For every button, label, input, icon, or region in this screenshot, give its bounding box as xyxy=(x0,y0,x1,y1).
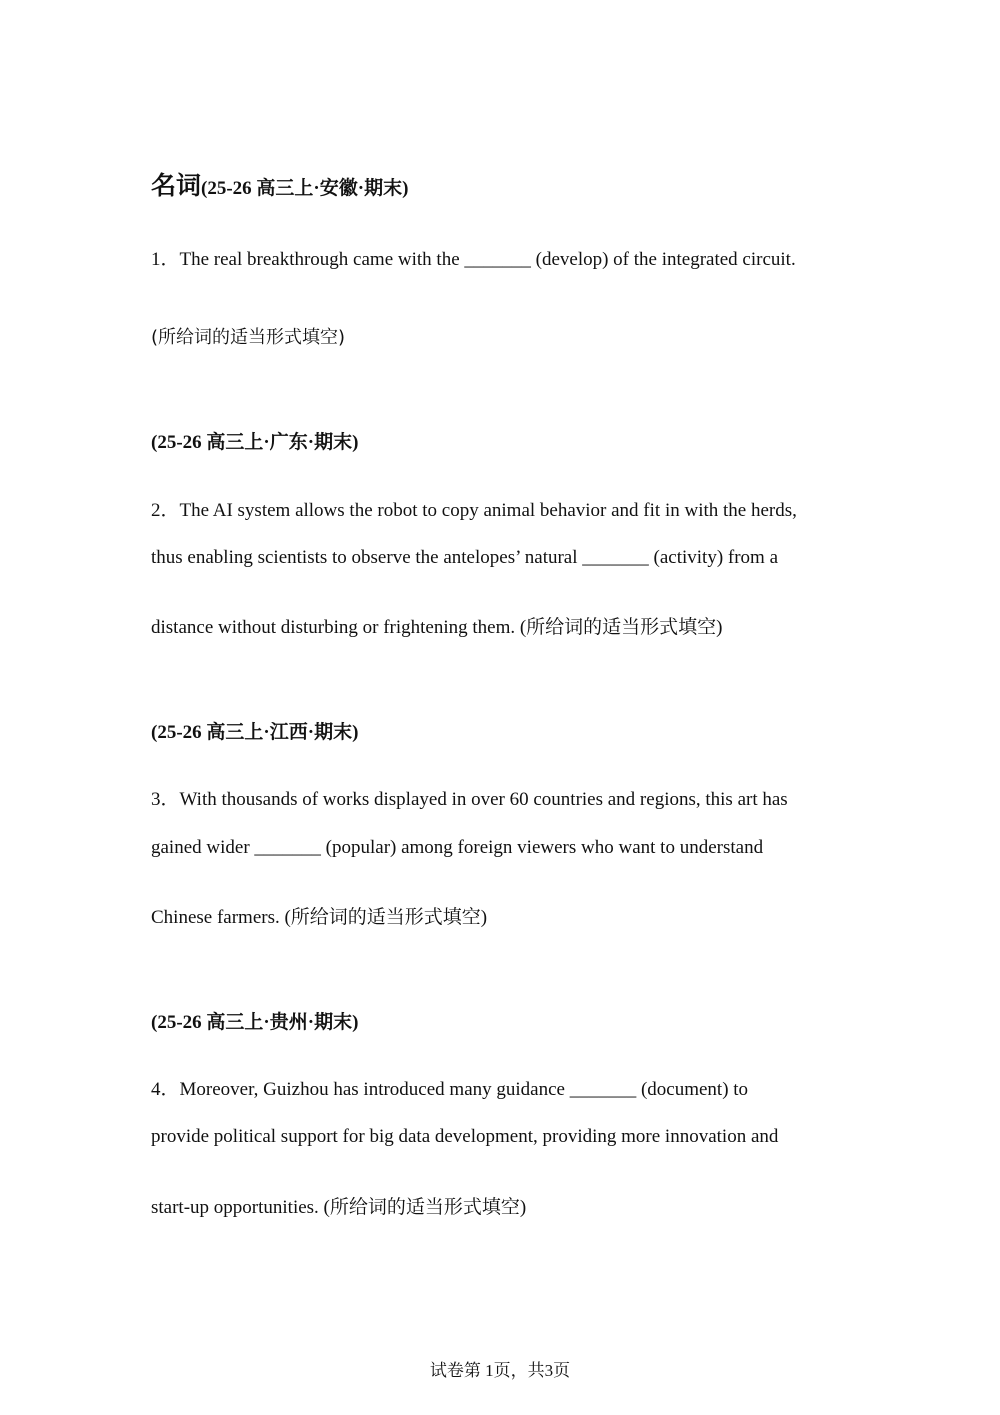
page-footer: 试卷第 1页，共3页 xyxy=(429,1361,571,1380)
question-2-source: (25-26 高三上·广东·期末) xyxy=(151,432,359,453)
question-1-line-2: (所给词的适当形式填空) xyxy=(151,327,346,348)
question-4-line-3: start-up opportunities. (所给词的适当形式填空) xyxy=(151,1197,527,1218)
question-4-line-1: 4．Moreover, Guizhou has introduced many guidance _______ (document) to xyxy=(151,1079,749,1100)
section-heading xyxy=(151,166,408,202)
question-3-line-2: gained wider _______ (popular) among foreign viewers who want to understand xyxy=(151,837,764,858)
question-1-source: (25-26 高三上·安徽·期末) xyxy=(201,178,409,199)
question-1-line-1: 1．The real breakthrough came with the _______ (develop) of the integrated circuit. xyxy=(151,249,796,270)
question-3-source: (25-26 高三上·江西·期末) xyxy=(151,722,359,743)
question-2-line-2: thus enabling scientists to observe the antelopes’ natural _______ (activity) from a xyxy=(151,547,779,568)
question-3-line-3: Chinese farmers. (所给词的适当形式填空) xyxy=(151,907,488,928)
question-3-line-1: 3．With thousands of works displayed in over 60 countries and regions, this art has xyxy=(151,789,788,810)
question-4-source: (25-26 高三上·贵州·期末) xyxy=(151,1012,359,1033)
question-2-line-3: distance without disturbing or frightening them. (所给词的适当形式填空) xyxy=(151,617,723,638)
section-title: 名词 xyxy=(151,171,202,200)
question-4-line-2: provide political support for big data development, providing more innovation and xyxy=(151,1126,779,1147)
question-2-line-1: 2．The AI system allows the robot to copy animal behavior and fit in with the herds, xyxy=(151,500,797,521)
